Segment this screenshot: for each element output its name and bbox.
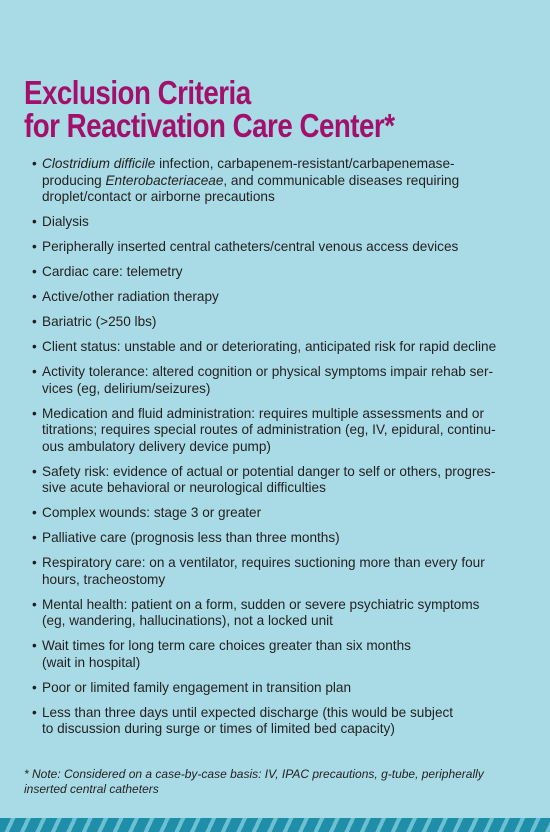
bullet-icon: • xyxy=(32,704,37,720)
bullet-icon: • xyxy=(32,214,37,229)
title-line-1: Exclusion Criteria xyxy=(24,74,251,111)
criteria-item xyxy=(32,638,532,671)
bullet-icon: • xyxy=(32,405,37,421)
criteria-text: Safety risk: evidence of actual or potential danger to self or others, progres- xyxy=(42,463,496,479)
bullet-icon: • xyxy=(32,264,37,279)
footnote xyxy=(24,767,529,796)
criteria-text: infection, carbapenem-resistant/carbapenemase- xyxy=(155,156,455,171)
criteria-text: Wait times for long term care choices greater than six months xyxy=(42,638,411,653)
criteria-text: sive acute behavioral or neurological difficulties xyxy=(42,480,326,495)
criteria-text: Clostridium difficile xyxy=(42,156,156,171)
criteria-item xyxy=(32,680,532,697)
criteria-text: Bariatric (>250 lbs) xyxy=(42,314,157,329)
bullet-icon: • xyxy=(32,596,37,612)
criteria-text: vices (eg, delirium/seizures) xyxy=(42,380,211,396)
criteria-text: (wait in hospital) xyxy=(42,654,141,670)
criteria-item xyxy=(32,239,532,256)
criteria-item xyxy=(32,264,532,281)
criteria-text: Poor or limited family engagement in transition plan xyxy=(42,679,352,695)
criteria-text: Peripherally inserted central catheters/central venous access devices xyxy=(42,239,459,254)
footnote-line-1: * Note: Considered on a case-by-case basis: IV, IPAC precautions, g-tube, peripherally xyxy=(24,767,484,781)
criteria-text: hours, tracheostomy xyxy=(42,571,166,587)
criteria-text: titrations; requires special routes of administration (eg, IV, epidural, continu- xyxy=(42,422,496,437)
bullet-icon: • xyxy=(32,239,37,254)
criteria-item xyxy=(32,406,532,456)
criteria-item xyxy=(32,364,532,397)
criteria-item xyxy=(32,530,532,547)
criteria-text: , and communicable diseases requiring xyxy=(223,172,460,188)
criteria-text: Medication and fluid administration: requires multiple assessments and or xyxy=(42,405,485,421)
criteria-text: droplet/contact or airborne precautions xyxy=(42,189,275,204)
criteria-text: Complex wounds: stage 3 or greater xyxy=(42,505,262,520)
criteria-item xyxy=(32,339,532,356)
decorative-stripe-bar xyxy=(0,818,550,832)
footnote-line-2: inserted central catheters xyxy=(24,781,159,796)
criteria-text: Cardiac care: telemetry xyxy=(42,264,183,279)
criteria-text: Respiratory care: on a ventilator, requires suctioning more than every four xyxy=(42,555,485,570)
criteria-text: (eg, wandering, hallucinations), not a locked unit xyxy=(42,613,333,628)
criteria-item xyxy=(32,464,532,497)
criteria-text: producing xyxy=(42,172,106,188)
criteria-item xyxy=(32,156,532,206)
bullet-icon: • xyxy=(32,638,37,653)
criteria-text: Less than three days until expected discharge (this would be subject xyxy=(42,704,454,720)
page-title xyxy=(24,76,395,142)
criteria-item xyxy=(32,597,532,630)
criteria-item xyxy=(32,505,532,522)
criteria-item xyxy=(32,555,532,588)
criteria-list xyxy=(32,156,532,746)
criteria-item xyxy=(32,705,532,738)
title-line-2: for Reactivation Care Center* xyxy=(24,107,395,144)
criteria-text: Active/other radiation therapy xyxy=(42,289,219,304)
bullet-icon: • xyxy=(32,289,37,304)
bullet-icon: • xyxy=(32,339,37,354)
criteria-text: Client status: unstable and or deteriorating, anticipated risk for rapid decline xyxy=(42,339,497,354)
bullet-icon: • xyxy=(32,679,37,695)
bullet-icon: • xyxy=(32,555,37,570)
criteria-text: Enterobacteriaceae xyxy=(105,172,224,188)
bullet-icon: • xyxy=(32,156,37,171)
criteria-text: Dialysis xyxy=(42,214,89,229)
bullet-icon: • xyxy=(32,463,37,479)
bullet-icon: • xyxy=(32,505,37,520)
criteria-item xyxy=(32,214,532,231)
criteria-item xyxy=(32,289,532,306)
bullet-icon: • xyxy=(32,314,37,329)
criteria-text: Mental health: patient on a form, sudden or severe psychiatric symptoms xyxy=(42,596,480,612)
criteria-text: to discussion during surge or times of limited bed capacity) xyxy=(42,721,395,736)
criteria-text: Palliative care (prognosis less than three months) xyxy=(42,530,340,545)
criteria-text: Activity tolerance: altered cognition or physical symptoms impair rehab ser- xyxy=(42,364,494,379)
criteria-text: ous ambulatory delivery device pump) xyxy=(42,438,271,454)
criteria-item xyxy=(32,314,532,331)
bullet-icon: • xyxy=(32,530,37,545)
bullet-icon: • xyxy=(32,364,37,379)
